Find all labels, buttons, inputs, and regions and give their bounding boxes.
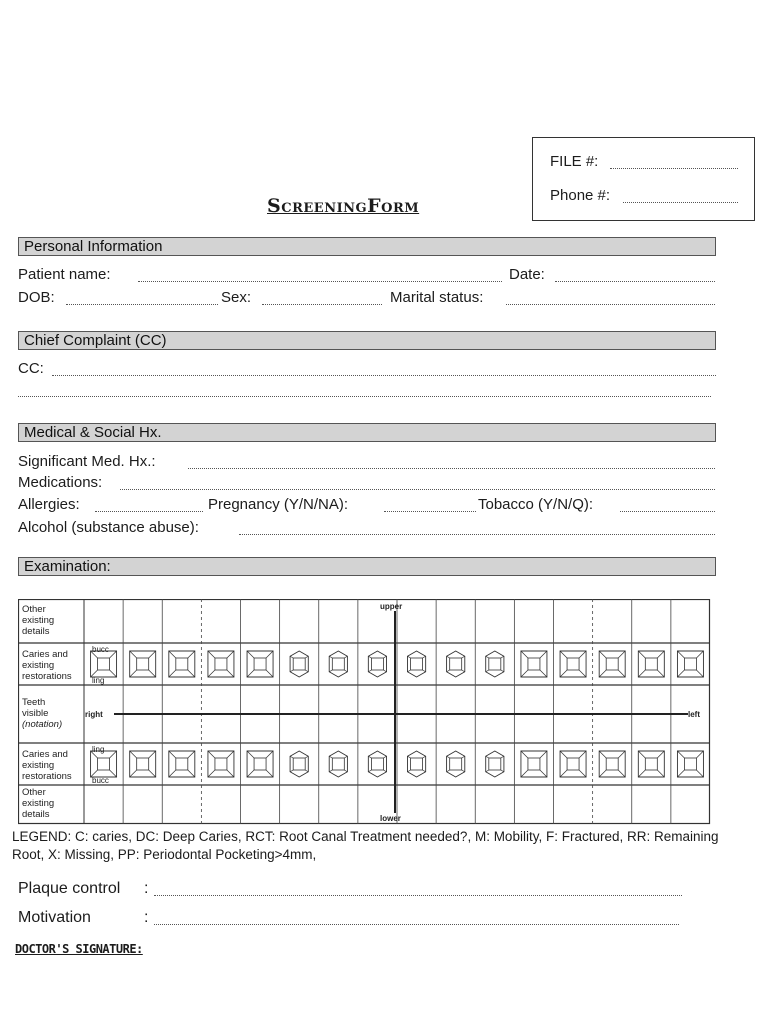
row4-line2: existing (22, 760, 55, 771)
file-number-field[interactable] (610, 168, 738, 169)
medications-label: Medications: (18, 474, 103, 491)
row-label-other-upper (22, 604, 54, 637)
tooth-diagram[interactable] (560, 751, 586, 777)
section-personal-information (18, 237, 716, 256)
row-label-other-lower (22, 787, 54, 820)
alcohol-field[interactable] (239, 534, 715, 535)
pregnancy-field[interactable] (384, 511, 476, 512)
bucc-label-lower: bucc (92, 776, 109, 785)
row1-line3: details (22, 626, 50, 637)
section-chief-complaint-title: Chief Complaint (CC) (24, 332, 167, 349)
tooth-diagram[interactable] (208, 751, 234, 777)
tooth-diagram[interactable] (599, 751, 625, 777)
section-personal-information-title: Personal Information (24, 238, 163, 255)
row3-line1: Teeth (22, 697, 46, 708)
tooth-diagram[interactable] (91, 751, 117, 777)
tooth-diagram[interactable] (486, 751, 504, 777)
tooth-diagram[interactable] (130, 751, 156, 777)
tooth-diagram[interactable] (208, 651, 234, 677)
tooth-diagram[interactable] (329, 651, 347, 677)
tooth-diagram[interactable] (169, 651, 195, 677)
section-medical-social (18, 423, 716, 442)
allergies-field[interactable] (95, 511, 203, 512)
legend-text: LEGEND: C: caries, DC: Deep Caries, RCT: Root Canal Treatment needed?, M: Mobility, F: Fractured, RR: Remaining Root, X: Missing, PP: Periodontal Pocketing>4mm, (12, 829, 719, 862)
tooth-diagram[interactable] (329, 751, 347, 777)
row1-line1: Other (22, 604, 46, 615)
sex-label: Sex: (221, 289, 252, 306)
tooth-diagram[interactable] (677, 651, 703, 677)
tooth-diagram[interactable] (407, 751, 425, 777)
cc-field[interactable] (52, 375, 716, 376)
tooth-diagram[interactable] (407, 651, 425, 677)
medications-field[interactable] (120, 489, 715, 490)
plaque-control-field[interactable] (154, 895, 682, 896)
marital-status-label: Marital status: (390, 289, 484, 306)
row-label-teeth-visible (22, 697, 62, 730)
tooth-diagram[interactable] (447, 751, 465, 777)
row2-line2: existing (22, 660, 55, 671)
tooth-diagram[interactable] (599, 651, 625, 677)
tooth-diagram[interactable] (130, 651, 156, 677)
doctor-signature-label[interactable]: DOCTOR'S SIGNATURE: (15, 942, 143, 956)
date-label: Date: (509, 266, 545, 283)
row-label-caries-lower (22, 749, 72, 782)
phone-number-label: Phone #: (550, 187, 611, 204)
motivation-label: Motivation (18, 909, 91, 926)
tooth-diagram[interactable] (368, 751, 386, 777)
row4-line3: restorations (22, 771, 72, 782)
marital-status-field[interactable] (506, 304, 715, 305)
patient-name-field[interactable] (138, 281, 502, 282)
dob-field[interactable] (66, 304, 218, 305)
file-phone-box (532, 137, 755, 221)
row3-line2: visible (22, 708, 49, 719)
patient-name-label: Patient name: (18, 266, 111, 283)
tooth-diagram[interactable] (169, 751, 195, 777)
cc-label: CC: (18, 360, 44, 377)
cc-field-line-2[interactable] (18, 396, 711, 397)
tooth-diagram[interactable] (677, 751, 703, 777)
bucc-label-upper: bucc (92, 645, 109, 654)
pregnancy-label: Pregnancy (Y/N/NA): (208, 496, 349, 513)
form-title: ScreeningForm (267, 195, 420, 217)
motivation-colon: : (144, 909, 149, 926)
file-number-label: FILE #: (550, 153, 599, 170)
ling-label-upper: ling (92, 676, 105, 685)
row4-line1: Caries and (22, 749, 68, 760)
phone-number-field[interactable] (623, 202, 738, 203)
tooth-diagram[interactable] (638, 651, 664, 677)
ling-label-lower: ling (92, 745, 105, 754)
tooth-diagram[interactable] (247, 751, 273, 777)
alcohol-label: Alcohol (substance abuse): (18, 519, 199, 536)
tooth-diagram[interactable] (290, 651, 308, 677)
tooth-diagram[interactable] (247, 651, 273, 677)
row5-line1: Other (22, 787, 46, 798)
sex-field[interactable] (262, 304, 382, 305)
chart-grid (18, 599, 710, 824)
section-chief-complaint (18, 331, 716, 350)
row2-line3: restorations (22, 671, 72, 682)
tobacco-field[interactable] (620, 511, 715, 512)
plaque-control-colon: : (144, 880, 149, 897)
tooth-diagram[interactable] (638, 751, 664, 777)
row2-line1: Caries and (22, 649, 68, 660)
left-label: left (688, 710, 700, 719)
row1-line2: existing (22, 615, 55, 626)
row5-line2: existing (22, 798, 55, 809)
row3-line3: (notation) (22, 719, 63, 730)
tooth-diagram[interactable] (447, 651, 465, 677)
tooth-diagram[interactable] (521, 651, 547, 677)
dental-chart (18, 599, 712, 825)
tobacco-label: Tobacco (Y/N/Q): (478, 496, 594, 513)
significant-med-hx-label: Significant Med. Hx.: (18, 453, 156, 470)
row-label-caries-upper (22, 649, 72, 682)
section-medical-social-title: Medical & Social Hx. (24, 424, 162, 441)
upper-label: upper (380, 602, 403, 611)
allergies-label: Allergies: (18, 496, 80, 513)
section-examination (18, 557, 716, 576)
row5-line3: details (22, 809, 50, 820)
tooth-diagram[interactable] (560, 651, 586, 677)
tooth-diagram[interactable] (486, 651, 504, 677)
motivation-field[interactable] (154, 924, 679, 925)
date-field[interactable] (555, 281, 715, 282)
tooth-diagram[interactable] (521, 751, 547, 777)
tooth-diagram[interactable] (368, 651, 386, 677)
dob-label: DOB: (18, 289, 55, 306)
right-label: right (85, 710, 103, 719)
lower-label: lower (380, 814, 401, 823)
tooth-diagram[interactable] (290, 751, 308, 777)
significant-med-hx-field[interactable] (188, 468, 715, 469)
section-examination-title: Examination: (24, 558, 111, 575)
tooth-diagram[interactable] (91, 651, 117, 677)
plaque-control-label: Plaque control (18, 880, 121, 897)
